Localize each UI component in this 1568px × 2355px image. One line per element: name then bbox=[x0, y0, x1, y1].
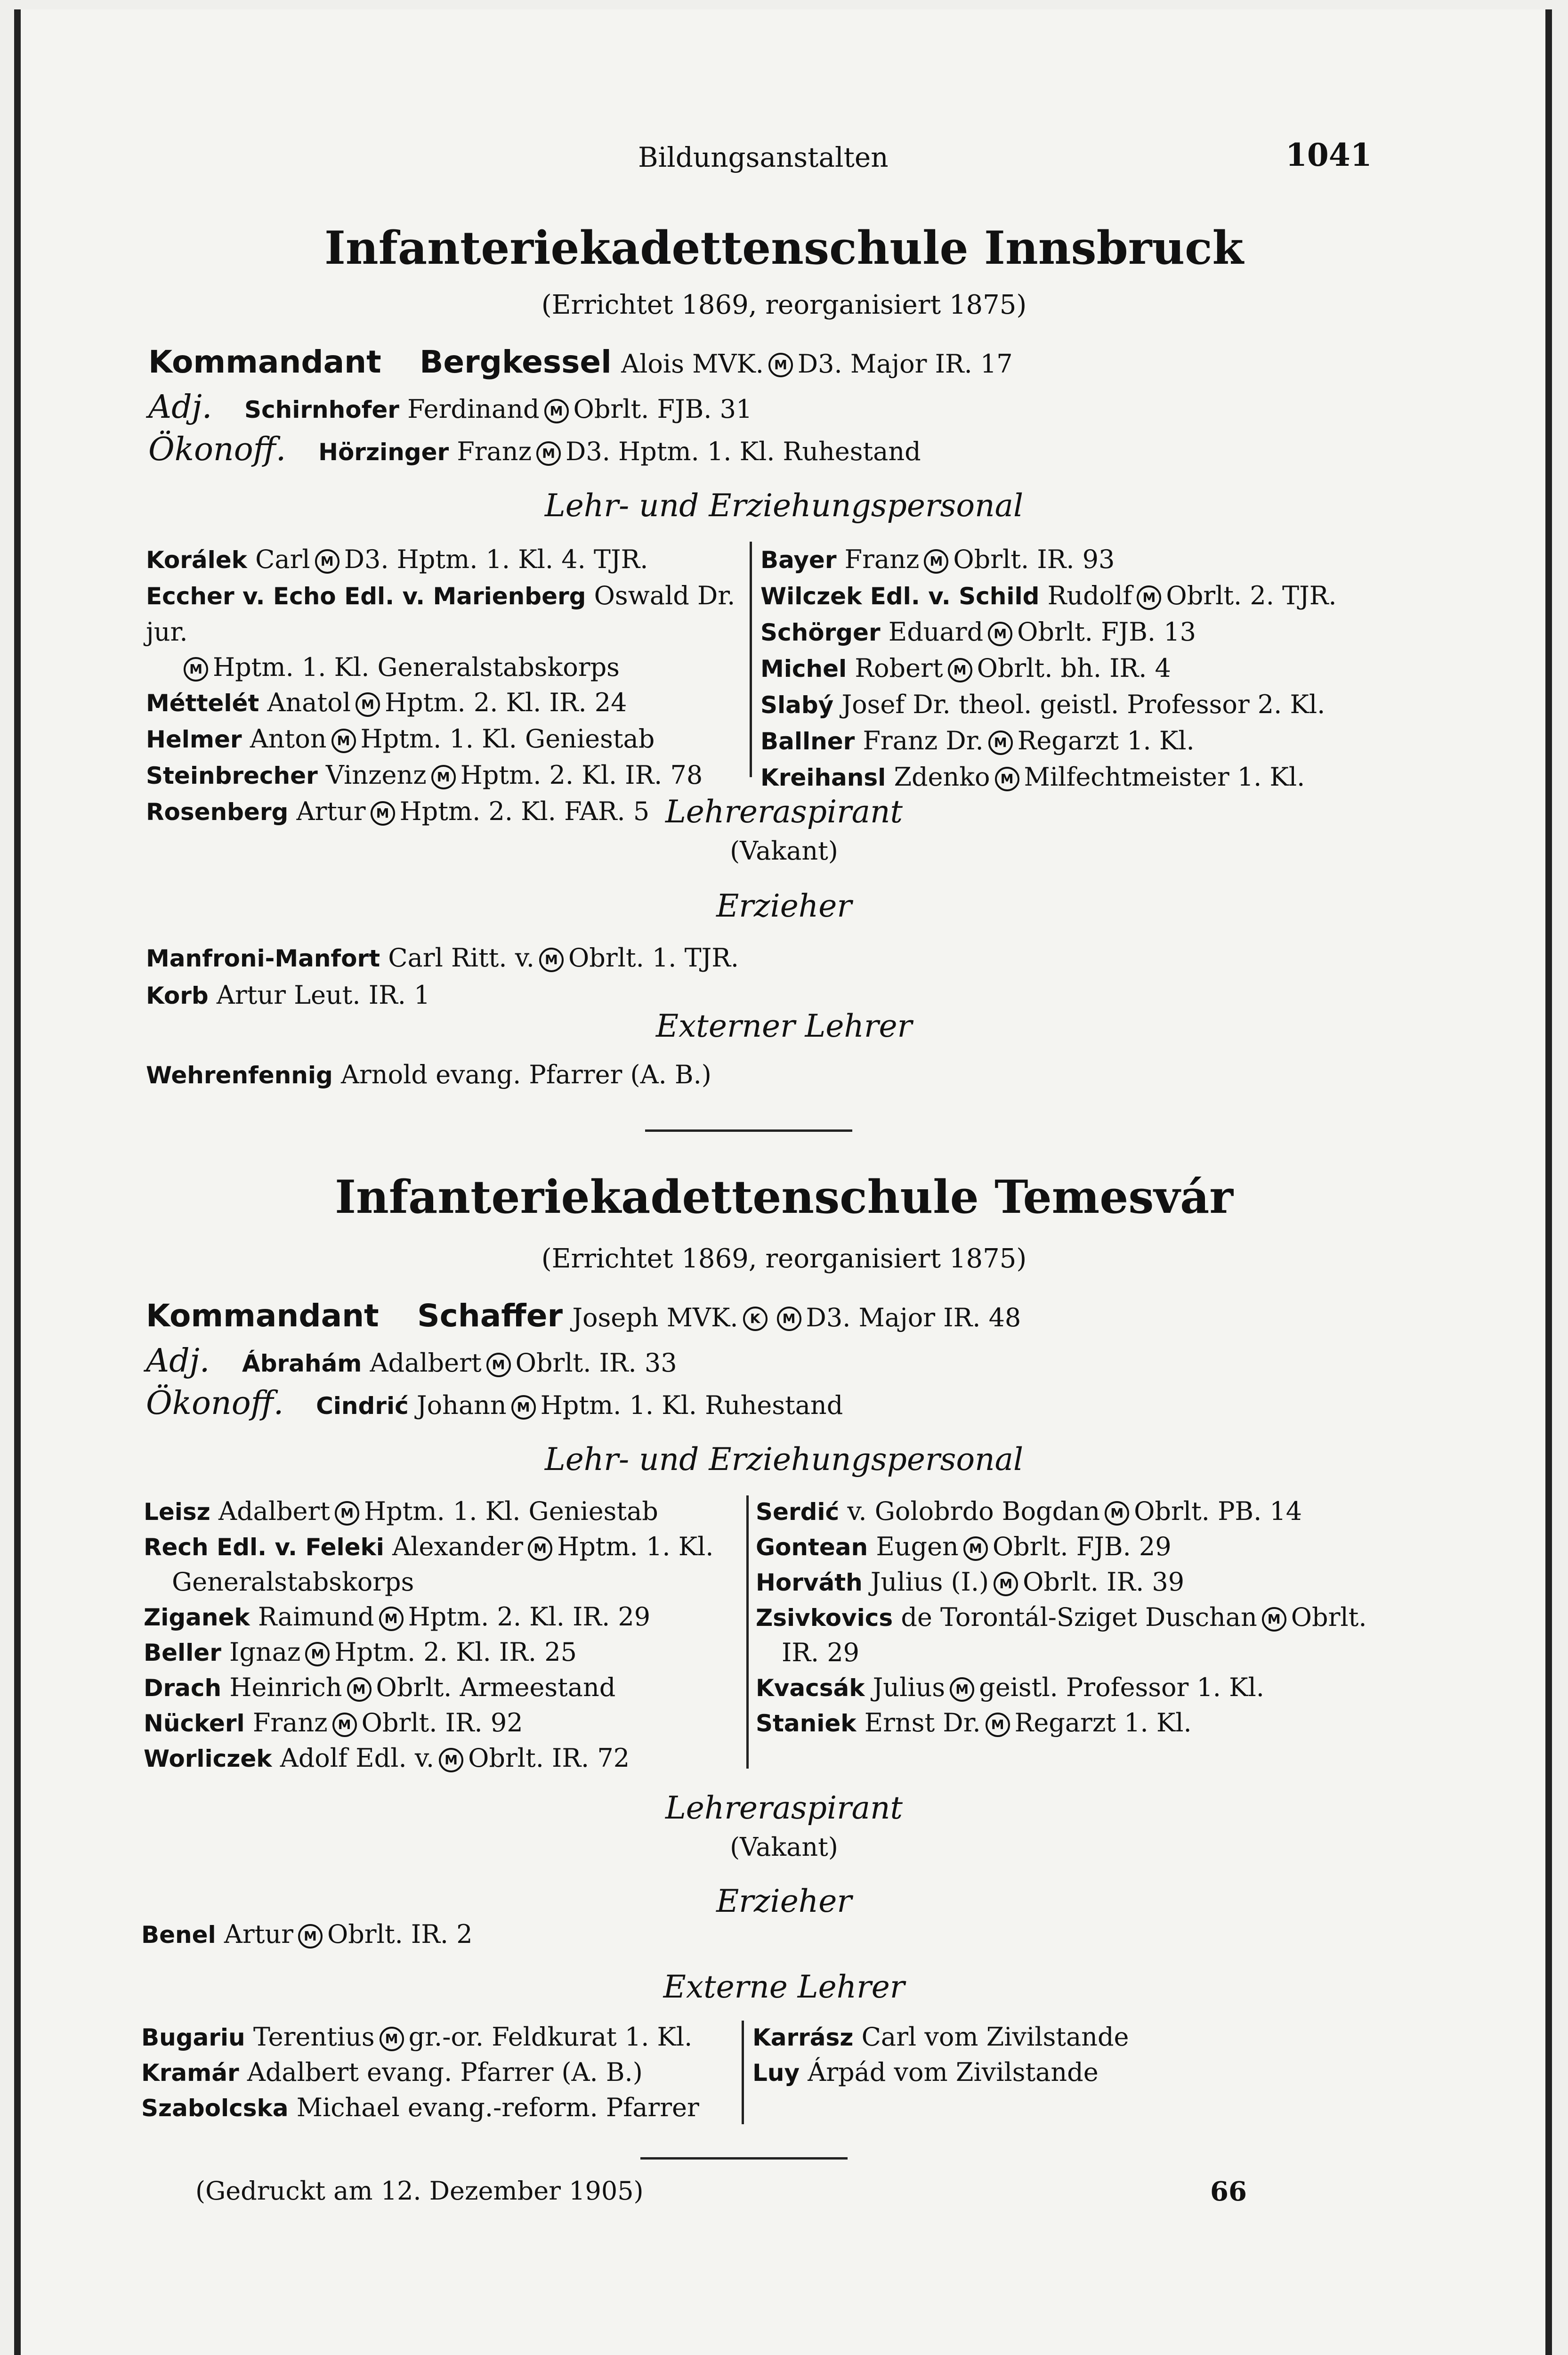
list-item: Nückerl Franz M Obrlt. IR. 92 bbox=[144, 1708, 523, 1738]
medal-icon: M bbox=[184, 657, 208, 682]
list-item: Korb Artur Leut. IR. 1 bbox=[146, 980, 430, 1010]
list-item: Zsivkovics de Torontál-Sziget Duschan M Obrlt. bbox=[756, 1602, 1367, 1632]
external-list-right bbox=[752, 2020, 1129, 2090]
list-item: Steinbrecher Vinzenz M Hptm. 2. Kl. IR. 78 bbox=[146, 760, 703, 790]
external-list bbox=[146, 1060, 711, 1089]
list-item: Karrász Carl vom Zivilstande bbox=[752, 2022, 1129, 2052]
list-item: Kramár Adalbert evang. Pfarrer (A. B.) bbox=[141, 2057, 643, 2087]
school-founded: (Errichtet 1869, reorganisiert 1875) bbox=[541, 1243, 1027, 1274]
medal-icon: M bbox=[431, 765, 456, 789]
medal-icon: M bbox=[950, 1677, 974, 1702]
sheet-number: 66 bbox=[1210, 2176, 1247, 2207]
medal-icon: M bbox=[1105, 1501, 1129, 1526]
medal-icon: M bbox=[963, 1536, 988, 1561]
print-date: (Gedruckt am 12. Dezember 1905) bbox=[195, 2176, 644, 2206]
medal-icon: M bbox=[315, 549, 339, 574]
external-list-left bbox=[141, 2020, 699, 2126]
commandant-role: Kommandant bbox=[148, 344, 381, 380]
staff-list-right bbox=[760, 542, 1337, 796]
list-item: Bugariu Terentius M gr.-or. Feldkurat 1. Kl. bbox=[141, 2022, 693, 2052]
medal-icon: M bbox=[768, 353, 793, 377]
medal-icon: M bbox=[511, 1395, 536, 1420]
medal-icon: M bbox=[371, 801, 395, 826]
list-item: Bayer Franz M Obrlt. IR. 93 bbox=[760, 544, 1115, 574]
staff-list-left bbox=[144, 1494, 713, 1776]
list-item: M Hptm. 1. Kl. Generalstabskorps bbox=[146, 650, 744, 685]
vacant-note: (Vakant) bbox=[730, 1832, 838, 1862]
medal-icon: M bbox=[332, 1713, 357, 1737]
list-item: Korálek Carl M D3. Hptm. 1. Kl. 4. TJR. bbox=[146, 544, 648, 574]
list-item: Serdić v. Golobrdo Bogdan M Obrlt. PB. 14 bbox=[756, 1496, 1302, 1526]
list-item: Rech Edl. v. Feleki Alexander M Hptm. 1. Kl. bbox=[144, 1532, 714, 1561]
list-item: Eccher v. Echo Edl. v. Marienberg Oswald Dr. jur. bbox=[146, 581, 736, 647]
medal-icon: M bbox=[305, 1642, 330, 1666]
section-divider bbox=[645, 1129, 852, 1132]
medal-icon: M bbox=[298, 1924, 323, 1949]
medal-icon: M bbox=[356, 692, 380, 717]
list-item: Staniek Ernst Dr. M Regarzt 1. Kl. bbox=[756, 1708, 1192, 1738]
list-item: Beller Ignaz M Hptm. 2. Kl. IR. 25 bbox=[144, 1637, 577, 1667]
school-founded: (Errichtet 1869, reorganisiert 1875) bbox=[541, 290, 1027, 320]
medal-icon: M bbox=[948, 658, 972, 682]
list-item: Benel Artur M Obrlt. IR. 2 bbox=[141, 1919, 473, 1949]
medal-icon: M bbox=[1262, 1607, 1286, 1632]
adjutant-line: Adj. Ábrahám Adalbert M Obrlt. IR. 33 bbox=[146, 1342, 677, 1380]
list-item: Kreihansl Zdenko M Milfechtmeister 1. Kl. bbox=[760, 762, 1305, 792]
section-heading: Lehreraspirant bbox=[665, 1790, 903, 1826]
school-title: Infanteriekadettenschule Temesvár bbox=[335, 1170, 1233, 1224]
oekonom-line: Ökonoff. Cindrić Johann M Hptm. 1. Kl. Ruhestand bbox=[146, 1385, 843, 1422]
section-heading: Lehr- und Erziehungspersonal bbox=[544, 1441, 1024, 1478]
medal-icon: M bbox=[544, 399, 569, 423]
list-item: Wehrenfennig Arnold evang. Pfarrer (A. B.) bbox=[146, 1060, 711, 1089]
medal-icon: M bbox=[335, 1501, 359, 1526]
medal-icon: M bbox=[994, 1572, 1018, 1596]
commandant-surname: Bergkessel bbox=[420, 344, 612, 380]
medal-icon: M bbox=[1137, 585, 1161, 610]
list-item: Leisz Adalbert M Hptm. 1. Kl. Geniestab bbox=[144, 1496, 658, 1526]
page-number: 1041 bbox=[1285, 137, 1372, 173]
list-item: Kvacsák Julius M geistl. Professor 1. Kl. bbox=[756, 1673, 1264, 1702]
medal-icon: M bbox=[988, 622, 1012, 646]
medal-icon: M bbox=[380, 2027, 404, 2051]
list-item: Gontean Eugen M Obrlt. FJB. 29 bbox=[756, 1532, 1172, 1561]
medal-icon: M bbox=[528, 1536, 552, 1561]
staff-list-right bbox=[756, 1494, 1367, 1741]
medal-icon: M bbox=[536, 441, 561, 466]
list-item: Ballner Franz Dr. M Regarzt 1. Kl. bbox=[760, 726, 1195, 755]
section-divider bbox=[640, 2157, 848, 2160]
section-heading: Lehreraspirant bbox=[665, 794, 903, 830]
list-item: Schörger Eduard M Obrlt. FJB. 13 bbox=[760, 617, 1196, 647]
medal-icon: M bbox=[486, 1353, 511, 1377]
medal-icon: M bbox=[347, 1677, 372, 1702]
list-item: Generalstabskorps bbox=[172, 1567, 414, 1597]
section-heading: Externe Lehrer bbox=[663, 1969, 905, 2005]
commandant-line: Kommandant Bergkessel Alois MVK. M D3. Major IR. 17 bbox=[148, 344, 1013, 380]
list-item: Drach Heinrich M Obrlt. Armeestand bbox=[144, 1673, 616, 1702]
section-heading: Erzieher bbox=[716, 888, 852, 924]
list-item: Luy Árpád vom Zivilstande bbox=[752, 2057, 1099, 2087]
list-item: Rosenberg Artur M Hptm. 2. Kl. FAR. 5 bbox=[146, 796, 650, 826]
list-item: Worliczek Adolf Edl. v. M Obrlt. IR. 72 bbox=[144, 1743, 630, 1773]
educator-list bbox=[146, 940, 739, 1014]
oekonom-line: Ökonoff. Hörzinger Franz M D3. Hptm. 1. Kl. Ruhestand bbox=[148, 431, 921, 468]
column-divider bbox=[742, 2021, 744, 2124]
list-item: IR. 29 bbox=[782, 1638, 860, 1667]
running-title: Bildungsanstalten bbox=[638, 141, 889, 173]
list-item: Slabý Josef Dr. theol. geistl. Professor 2. Kl. bbox=[760, 690, 1326, 719]
school-title: Infanteriekadettenschule Innsbruck bbox=[324, 221, 1244, 275]
list-item: Manfroni-Manfort Carl Ritt. v. M Obrlt. 1. TJR. bbox=[146, 943, 739, 973]
medal-icon: M bbox=[995, 767, 1019, 791]
section-heading: Erzieher bbox=[716, 1883, 852, 1919]
section-heading: Lehr- und Erziehungspersonal bbox=[544, 487, 1024, 524]
list-item: Szabolcska Michael evang.-reform. Pfarrer bbox=[141, 2093, 699, 2122]
medal-icon: M bbox=[331, 729, 356, 753]
medal-icon: M bbox=[777, 1307, 801, 1331]
staff-list-left bbox=[146, 542, 744, 830]
medal-icon: M bbox=[924, 549, 948, 574]
medal-icon: M bbox=[988, 731, 1013, 755]
medal-icon: K bbox=[743, 1307, 768, 1331]
list-item: Horváth Julius (I.) M Obrlt. IR. 39 bbox=[756, 1567, 1185, 1597]
column-divider bbox=[750, 542, 752, 777]
medal-icon: M bbox=[379, 1607, 404, 1631]
list-item: Wilczek Edl. v. Schild Rudolf M Obrlt. 2. TJR. bbox=[760, 581, 1337, 610]
medal-icon: M bbox=[539, 948, 564, 972]
adjutant-line: Adj. Schirnhofer Ferdinand M Obrlt. FJB. 31 bbox=[148, 389, 752, 426]
list-item: Méttelét Anatol M Hptm. 2. Kl. IR. 24 bbox=[146, 688, 627, 717]
list-item: Ziganek Raimund M Hptm. 2. Kl. IR. 29 bbox=[144, 1602, 651, 1632]
section-heading: Externer Lehrer bbox=[655, 1008, 913, 1044]
list-item: Helmer Anton M Hptm. 1. Kl. Geniestab bbox=[146, 724, 655, 754]
medal-icon: M bbox=[986, 1713, 1010, 1737]
educator-list bbox=[141, 1919, 473, 1949]
column-divider bbox=[746, 1495, 749, 1769]
list-item: Michel Robert M Obrlt. bh. IR. 4 bbox=[760, 653, 1171, 683]
medal-icon: M bbox=[439, 1748, 463, 1772]
commandant-line: Kommandant Schaffer Joseph MVK. K M D3. Major IR. 48 bbox=[146, 1298, 1021, 1334]
vacant-note: (Vakant) bbox=[730, 836, 838, 866]
